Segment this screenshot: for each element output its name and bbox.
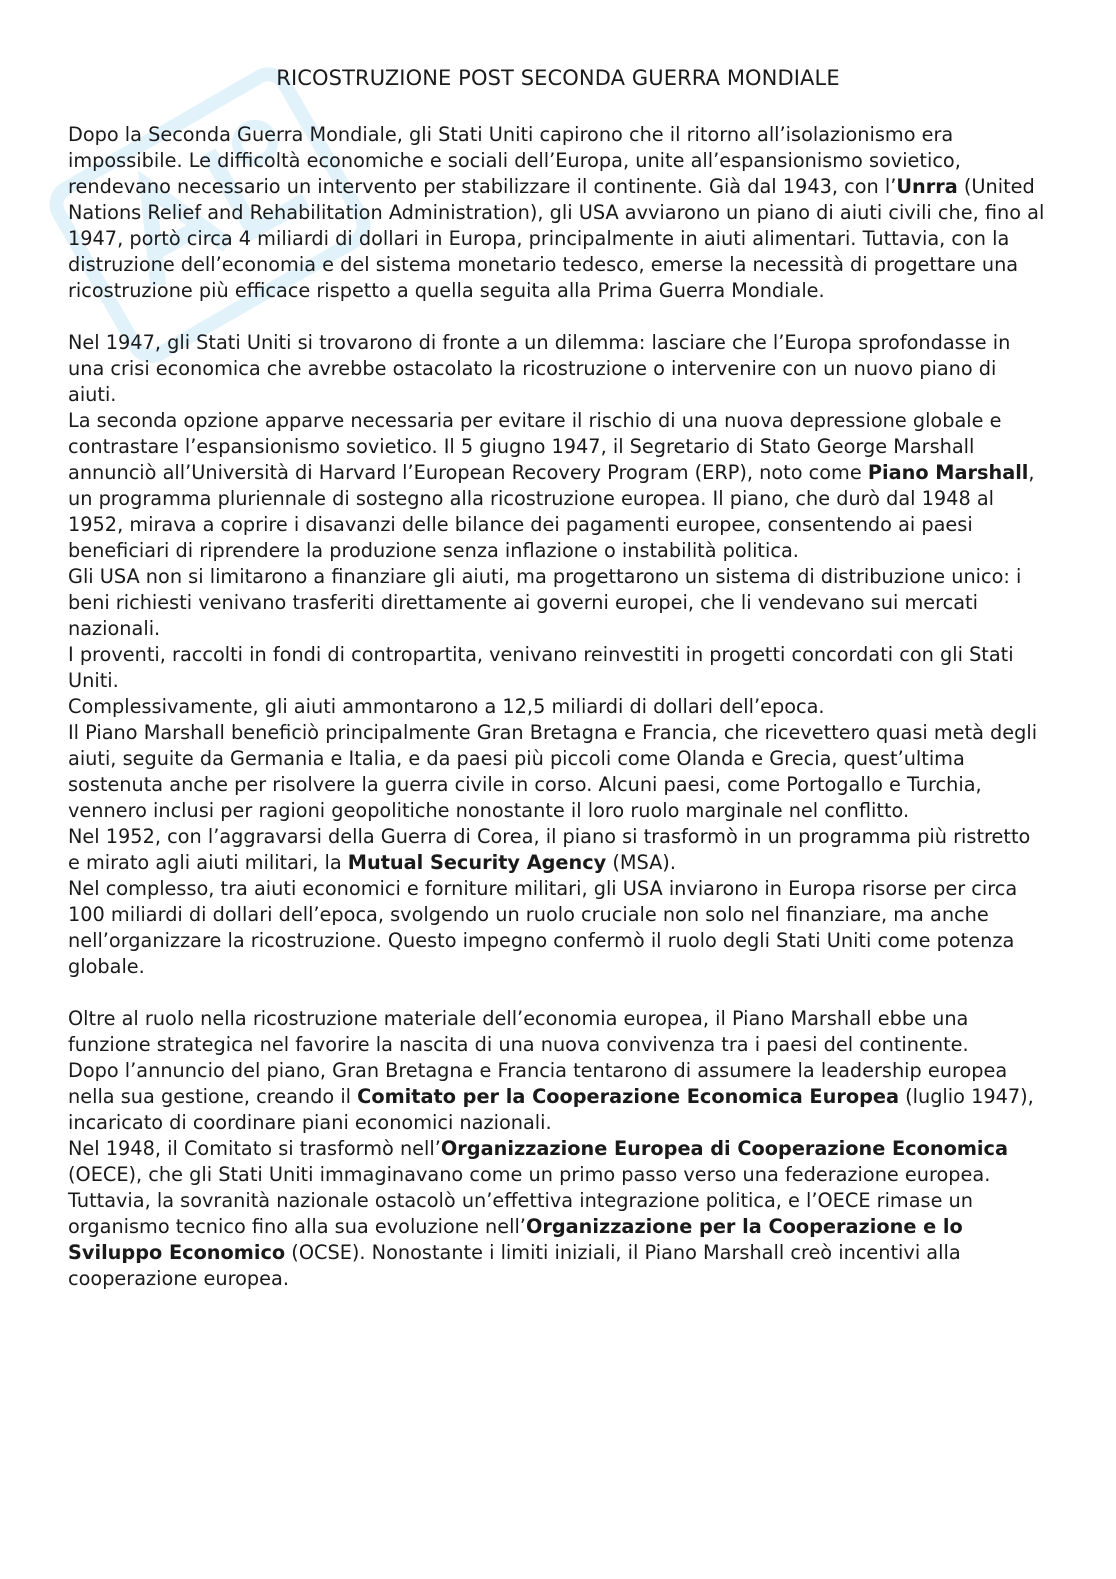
bold-term: Unrra bbox=[896, 175, 958, 198]
paragraph bbox=[68, 1136, 1048, 1188]
document-page bbox=[68, 64, 1048, 1292]
paragraph-text: Nel complesso, tra aiuti economici e forniture militari, gli USA inviarono in Europa risorse per circa 100 miliardi di dollari dell’epoca, svolgendo un ruolo cruciale non solo nel finanziare, ma anche nell’organizzare la ricostruzione. Questo impegno confermò il ruolo degli Stati Uniti come potenza globale. bbox=[68, 877, 1018, 978]
paragraph bbox=[68, 122, 1048, 304]
paragraph-text: (luglio 1947), incaricato di coordinare piani economici nazionali. bbox=[68, 1085, 1034, 1134]
paragraph-text: I proventi, raccolti in fondi di contropartita, venivano reinvestiti in progetti concordati con gli Stati Uniti. bbox=[68, 643, 1014, 692]
paragraph bbox=[68, 720, 1048, 824]
paragraph bbox=[68, 876, 1048, 980]
paragraph-text: Dopo la Seconda Guerra Mondiale, gli Stati Uniti capirono che il ritorno all’isolazionismo era impossibile. Le difficoltà economiche e sociali dell’Europa, unite all’espansionismo sovietico, rendevano necessario un intervento per stabilizzare il continente. Già dal 1943, con l’ bbox=[68, 123, 961, 198]
paragraph-text: Complessivamente, gli aiuti ammontarono a 12,5 miliardi di dollari dell’epoca. bbox=[68, 695, 825, 718]
paragraph-text: , un programma pluriennale di sostegno alla ricostruzione europea. Il piano, che durò dal 1948 al 1952, mirava a coprire i disavanzi delle bilance dei pagamenti europee, consentendo ai paesi beneficiari di riprendere la produzione senza inflazione o instabilità politica. bbox=[68, 461, 1035, 562]
paragraph bbox=[68, 1006, 1048, 1058]
paragraph-text: (United Nations Relief and Rehabilitation Administration), gli USA avviarono un piano di aiuti civili che, fino al 1947, portò circa 4 miliardi di dollari in Europa, principalmente in aiuti alimentari. Tuttavia, con la distruzione dell’economia e del sistema monetario tedesco, emerse la necessità di progettare una ricostruzione più efficace rispetto a quella seguita alla Prima Guerra Mondiale. bbox=[68, 175, 1045, 302]
paragraph-text: Nel 1948, il Comitato si trasformò nell’ bbox=[68, 1137, 441, 1160]
paragraph-text: (MSA). bbox=[606, 851, 676, 874]
paragraph-text: Nel 1947, gli Stati Uniti si trovarono di fronte a un dilemma: lasciare che l’Europa sprofondasse in una crisi economica che avrebbe ostacolato la ricostruzione o intervenire con un nuovo piano di aiuti. bbox=[68, 331, 1011, 406]
bold-term: Organizzazione per la Cooperazione e lo Sviluppo Economico bbox=[68, 1215, 963, 1264]
bold-term: Piano Marshall bbox=[867, 461, 1029, 484]
bold-term: Mutual Security Agency bbox=[347, 851, 607, 874]
paragraph bbox=[68, 824, 1048, 876]
paragraph-text: Nel 1952, con l’aggravarsi della Guerra di Corea, il piano si trasformò in un programma più ristretto e mirato agli aiuti militari, la bbox=[68, 825, 1031, 874]
bold-term: Comitato per la Cooperazione Economica Europea bbox=[357, 1085, 899, 1108]
paragraph-text: Il Piano Marshall beneficiò principalmente Gran Bretagna e Francia, che ricevettero quasi metà degli aiuti, seguite da Germania e Italia, e da paesi più piccoli come Olanda e Grecia, quest’ultima sostenuta anche per risolvere la guerra civile in corso. Alcuni paesi, come Portogallo e Turchia, vennero inclusi per ragioni geopolitiche nonostante il loro ruolo marginale nel conflitto. bbox=[68, 721, 1038, 822]
bold-term: Organizzazione Europea di Cooperazione Economica bbox=[440, 1137, 1008, 1160]
paragraph bbox=[68, 642, 1048, 694]
paragraph-text: (OECE), che gli Stati Uniti immaginavano come un primo passo verso una federazione europea. bbox=[68, 1163, 991, 1186]
paragraph bbox=[68, 564, 1048, 642]
document-title: RICOSTRUZIONE POST SECONDA GUERRA MONDIALE bbox=[276, 66, 840, 90]
paragraph-text: Dopo l’annuncio del piano, Gran Bretagna e Francia tentarono di assumere la leadership europea nella sua gestione, creando il bbox=[68, 1059, 1008, 1108]
paragraph bbox=[68, 694, 1048, 720]
paragraph-text: Oltre al ruolo nella ricostruzione materiale dell’economia europea, il Piano Marshall ebbe una funzione strategica nel favorire la nascita di una nuova convivenza tra i paesi del continente. bbox=[68, 1007, 969, 1056]
paragraph-text: La seconda opzione apparve necessaria per evitare il rischio di una nuova depressione globale e contrastare l’espansionismo sovietico. Il 5 giugno 1947, il Segretario di Stato George Marshall annunciò all’Università di Harvard l’European Recovery Program (ERP), noto come bbox=[68, 409, 1002, 484]
paragraph-text: Gli USA non si limitarono a finanziare gli aiuti, ma progettarono un sistema di distribuzione unico: i beni richiesti venivano trasferiti direttamente ai governi europei, che li vendevano sui mercati nazionali. bbox=[68, 565, 1022, 640]
paragraph bbox=[68, 330, 1048, 408]
paragraph-text: Tuttavia, la sovranità nazionale ostacolò un’effettiva integrazione politica, e l’OECE rimase un organismo tecnico fino alla sua evoluzione nell’ bbox=[68, 1189, 974, 1238]
paragraph bbox=[68, 408, 1048, 564]
paragraph-text: (OCSE). Nonostante i limiti iniziali, il Piano Marshall creò incentivi alla cooperazione europea. bbox=[68, 1241, 961, 1290]
paragraph bbox=[68, 1058, 1048, 1136]
paragraph bbox=[68, 1188, 1048, 1292]
document-body bbox=[68, 122, 1048, 1292]
